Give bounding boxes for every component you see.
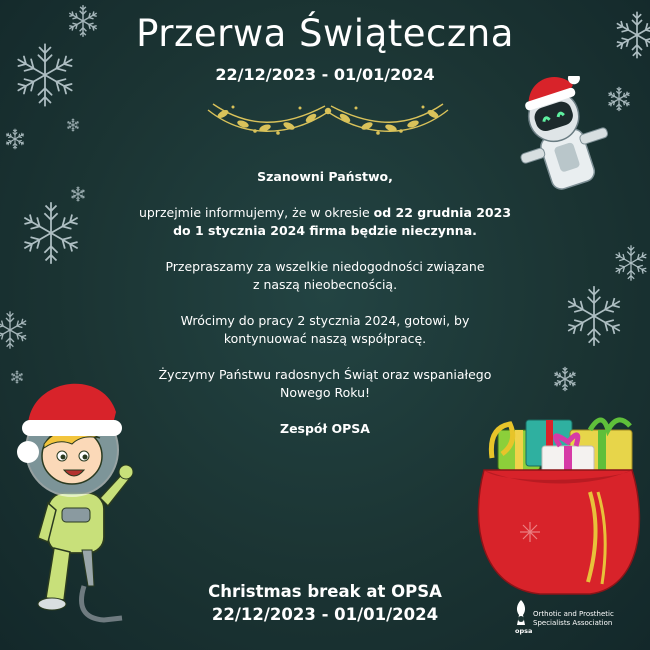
snowflake-icon (552, 366, 578, 392)
signature: Zespół OPSA (280, 421, 370, 436)
paragraph-apology (130, 258, 520, 294)
wishes-line-1: Życzymy Państwu radosnych Świąt oraz wspaniałego (158, 367, 492, 382)
opsa-wordmark: opsa (515, 627, 533, 635)
opsa-logo-mark (513, 599, 529, 629)
return-line-1: Wrócimy do pracy 2 stycznia 2024, gotowi, by (180, 313, 470, 328)
snowflake-icon (70, 186, 86, 202)
logo-caption (533, 610, 614, 627)
snowflake-icon (4, 128, 26, 150)
paragraph-return (130, 312, 520, 348)
wishes-line-2: Nowego Roku! (279, 385, 371, 400)
snowflake-icon (612, 244, 650, 282)
announcement-letter (130, 168, 520, 456)
footer-dates: 22/12/2023 - 01/01/2024 (211, 605, 439, 624)
paragraph-closure (130, 204, 520, 240)
snowflake-icon (0, 310, 30, 350)
apology-line-1: Przepraszamy za wszelkie niedogodności związane (165, 259, 485, 274)
garland-decoration (203, 98, 453, 140)
apology-line-2: z naszą nieobecnością. (252, 277, 398, 292)
logo-caption-line-1: Orthotic and Prosthetic (533, 610, 614, 618)
closure-statement: do 1 stycznia 2024 firma będzie nieczynna. (173, 223, 477, 238)
footer-title: Christmas break at OPSA (208, 582, 442, 601)
gift-sack-illustration (470, 412, 645, 602)
closure-text: uprzejmie informujemy, że w okresie (138, 205, 370, 220)
paragraph-wishes (130, 366, 520, 402)
date-range-top: 22/12/2023 - 01/01/2024 (215, 65, 435, 84)
return-line-2: kontynuować naszą współpracę. (223, 331, 427, 346)
greeting: Szanowni Państwo, (257, 169, 393, 184)
snowflake-icon (562, 284, 626, 348)
logo-caption-line-2: Specialists Association (533, 618, 613, 627)
robot-illustration (498, 76, 633, 206)
snowflake-icon (18, 200, 84, 266)
closure-dates: od 22 grudnia 2023 (373, 205, 512, 220)
page-title: Przerwa Świąteczna (136, 12, 514, 55)
snowflake-icon (66, 118, 80, 132)
opsa-logo (513, 597, 643, 637)
